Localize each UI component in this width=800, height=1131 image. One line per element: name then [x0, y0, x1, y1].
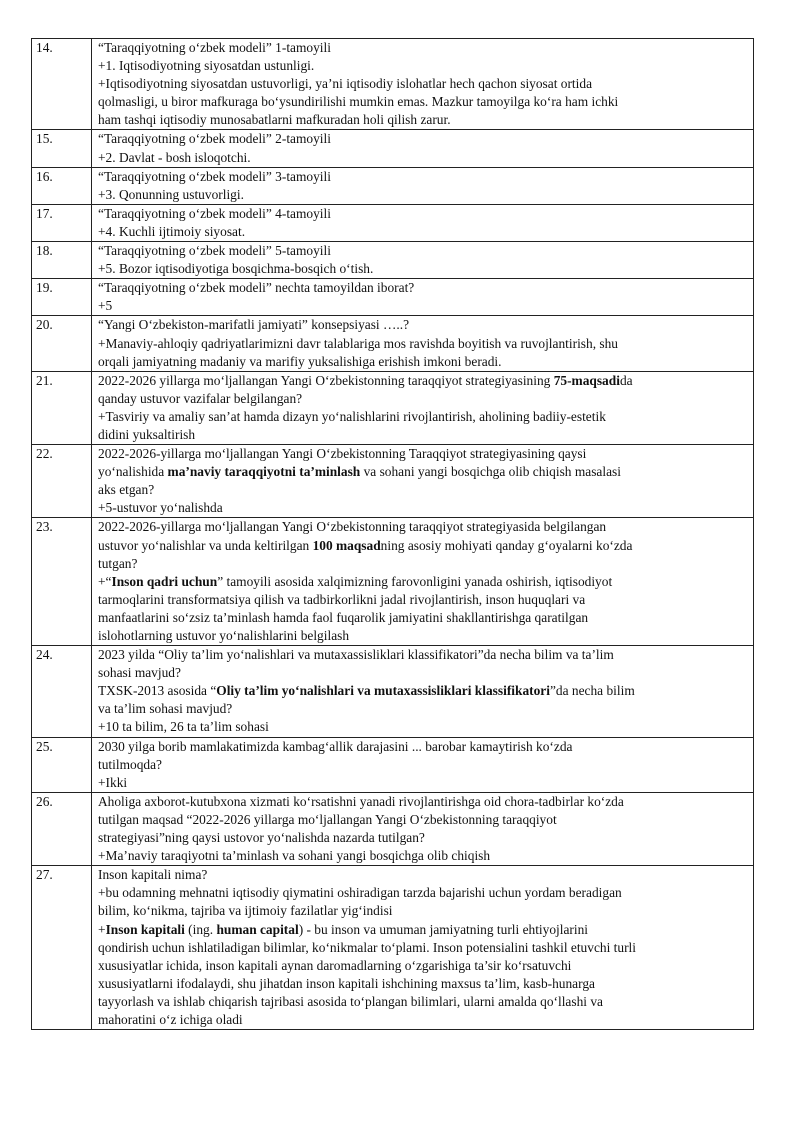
text-line: +2. Davlat - bosh isloqotchi. — [98, 149, 251, 165]
text-line: +Iqtisodiyotning siyosatdan ustuvorligi, ya’ni iqtisodiy islohatlar hech qachon siyosat ortida — [98, 76, 593, 92]
text-line: Inson kapitali nima? — [98, 867, 208, 883]
row-number: 16. — [32, 167, 92, 204]
bold-segment: 100 maqsad — [312, 537, 381, 553]
text-line: +5. Bozor iqtisodiyotiga bosqichma-bosqich o‘tish. — [98, 261, 374, 277]
text-segment: (ing. — [184, 921, 217, 937]
text-line: didini yuksaltirish — [98, 426, 196, 442]
text-segment: yo‘nalishida — [98, 464, 168, 480]
table-row — [32, 866, 754, 1030]
text-segment: ustuvor yo‘nalishlar va unda keltirilgan — [98, 537, 313, 553]
text-line: +1. Iqtisodiyotning siyosatdan ustunligi. — [98, 58, 315, 74]
text-line: manfaatlarini so‘zsiz ta’minlash hamda faol fuqarolik jamiyatini shakllantirishga qaratilgan — [98, 609, 589, 625]
text-segment: TXSK-2013 asosida “ — [98, 683, 217, 699]
row-text — [92, 518, 754, 646]
text-line: tayyorlash va ishlab chiqarish tajribasi asosida to‘plangan bilimlari, ularni amalda qo‘llashi va — [98, 993, 603, 1009]
text-line: mahoratini o‘z ichiga oladi — [98, 1011, 243, 1027]
text-line — [98, 573, 750, 591]
row-number: 17. — [32, 204, 92, 241]
table-row — [32, 792, 754, 865]
text-line: tutgan? — [98, 555, 138, 571]
bold-segment: Inson qadri uchun — [111, 573, 218, 589]
text-line: Aholiga axborot-kutubxona xizmati ko‘rsatishni yanadi rivojlantirishga oid chora-tadbirlar ko‘zda — [98, 793, 624, 809]
text-line: 2030 yilga borib mamlakatimizda kambag‘allik darajasini ... barobar kamaytirish ko‘zda — [98, 738, 573, 754]
bold-segment: ma’naviy taraqqiyotni ta’minlash — [167, 464, 361, 480]
table-row — [32, 371, 754, 444]
text-line: +Tasviriy va amaliy san’at hamda dizayn yo‘nalishlarini rivojlantirish, aholining badiiy-estetik — [98, 408, 606, 424]
table-row — [32, 445, 754, 518]
table-row — [32, 204, 754, 241]
text-line: +5-ustuvor yo‘nalishda — [98, 500, 223, 516]
text-line — [98, 682, 750, 700]
text-line: +Ma’naviy taraqiyotni ta’minlash va sohani yangi bosqichga olib chiqish — [98, 848, 491, 864]
text-line: qolmasligi, u biror mafkuraga bo‘ysundirilishi mumkin emas. Mazkur tamoyilga ko‘ra ham ichki — [98, 94, 619, 110]
row-text — [92, 371, 754, 444]
table-row — [32, 316, 754, 371]
row-text — [92, 242, 754, 279]
row-text — [92, 204, 754, 241]
text-line: tutilgan maqsad “2022-2026 yillarga mo‘ljallangan Yangi O‘zbekistonning taraqqiyot — [98, 811, 557, 827]
text-line — [98, 463, 750, 481]
row-text — [92, 445, 754, 518]
table-row — [32, 737, 754, 792]
row-number: 25. — [32, 737, 92, 792]
bold-segment: Inson kapitali — [105, 921, 185, 937]
text-line: qondirish uchun ishlatiladigan bilimlar, ko‘nikmalar to‘plami. Inson potensialini tashkil etuvchi turli — [98, 939, 636, 955]
table-row — [32, 130, 754, 167]
text-line: “Taraqqiyotning o‘zbek modeli” nechta tamoyildan iborat? — [98, 280, 415, 296]
text-line: tarmoqlarini transformatsiya qilish va tadbirkorlikni jadal rivojlantirish, inson huquqlari va — [98, 591, 586, 607]
text-segment: ning asosiy mohiyati qanday g‘oyalarni ko‘zda — [380, 537, 633, 553]
text-line: aks etgan? — [98, 482, 155, 498]
row-text — [92, 167, 754, 204]
row-number: 21. — [32, 371, 92, 444]
text-segment: ” tamoyili asosida xalqimizning farovonligini yanada oshirish, iqtisodiyot — [217, 573, 613, 589]
text-line: bilim, ko‘nikma, tajriba va ijtimoiy fazilatlar yig‘indisi — [98, 903, 393, 919]
text-segment: ) - bu inson va umuman jamiyatning turli ehtiyojlarini — [298, 921, 589, 937]
text-line: tutilmoqda? — [98, 756, 162, 772]
text-line — [98, 372, 750, 390]
table-row — [32, 279, 754, 316]
row-number: 15. — [32, 130, 92, 167]
text-line: ham tashqi iqtisodiy munosabatlarni mafkuradan holi qilish zarur. — [98, 112, 451, 128]
text-segment: +“ — [98, 573, 112, 589]
text-line: +5 — [98, 298, 113, 314]
row-text — [92, 646, 754, 737]
row-number: 18. — [32, 242, 92, 279]
row-number: 24. — [32, 646, 92, 737]
text-line: +Ikki — [98, 774, 128, 790]
document-page — [31, 38, 754, 1030]
questions-table — [31, 38, 754, 1030]
table-row — [32, 39, 754, 130]
text-line: sohasi mavjud? — [98, 665, 181, 681]
text-segment: + — [98, 921, 106, 937]
text-line — [98, 537, 750, 555]
text-line: orqali jamiyatning madaniy va marifiy yuksalishiga erishish imkoni beradi. — [98, 353, 502, 369]
table-row — [32, 646, 754, 737]
text-segment: 2022-2026 yillarga mo‘ljallangan Yangi O‘zbekistonning taraqqiyot strategiyasining — [98, 372, 554, 388]
text-segment: va sohani yangi bosqichga olib chiqish masalasi — [360, 464, 621, 480]
text-line: xususiyatlarni ifodalaydi, shu jihatdan inson kapitali ishchining maxsus ta’lim, kasb-hunarga — [98, 975, 595, 991]
text-line: +4. Kuchli ijtimoiy siyosat. — [98, 223, 246, 239]
text-line: 2022-2026-yillarga mo‘ljallangan Yangi O‘zbekistonning taraqqiyot strategiyasida belgilangan — [98, 519, 607, 535]
text-line: islohotlarning ustuvor yo‘nalishlarini belgilash — [98, 628, 350, 643]
row-number: 27. — [32, 866, 92, 1030]
row-number: 14. — [32, 39, 92, 130]
text-line: “Taraqqiyotning o‘zbek modeli” 5-tamoyili — [98, 243, 331, 259]
text-line: “Taraqqiyotning o‘zbek modeli” 4-tamoyili — [98, 205, 331, 221]
text-line: +Manaviy-ahloqiy qadriyatlarimizni davr talablariga mos ravishda boyitish va ruvojlantirish, shu — [98, 335, 618, 351]
row-number: 19. — [32, 279, 92, 316]
text-line: “Taraqqiyotning o‘zbek modeli” 1-tamoyili — [98, 40, 331, 55]
text-line: 2023 yilda “Oliy ta’lim yo‘nalishlari va mutaxassisliklari klassifikatori”da necha bilim va ta’lim — [98, 647, 614, 663]
table-row — [32, 167, 754, 204]
text-line: xususiyatlar ichida, inson kapitali aynan daromadlarning o‘zgarishiga ta’sir ko‘rsatuvchi — [98, 957, 572, 973]
row-text — [92, 792, 754, 865]
table-row — [32, 518, 754, 646]
text-line: va ta’lim sohasi mavjud? — [98, 701, 233, 717]
row-text — [92, 39, 754, 130]
row-text — [92, 866, 754, 1030]
text-line: “Taraqqiyotning o‘zbek modeli” 2-tamoyili — [98, 131, 331, 147]
text-line: 2022-2026-yillarga mo‘ljallangan Yangi O‘zbekistonning Taraqqiyot strategiyasining qaysi — [98, 446, 587, 462]
text-line: strategiyasi”ning qaysi ustovor yo‘nalishda nazarda tutilgan? — [98, 830, 425, 846]
row-text — [92, 316, 754, 371]
row-text — [92, 279, 754, 316]
table-row — [32, 242, 754, 279]
bold-segment: 75-maqsadi — [553, 372, 620, 388]
text-segment: ”da necha bilim — [549, 683, 635, 699]
bold-segment: human capital — [216, 921, 299, 937]
text-line: +3. Qonunning ustuvorligi. — [98, 186, 244, 202]
text-line: qanday ustuvor vazifalar belgilangan? — [98, 390, 303, 406]
row-number: 23. — [32, 518, 92, 646]
row-text — [92, 130, 754, 167]
row-number: 20. — [32, 316, 92, 371]
row-number: 22. — [32, 445, 92, 518]
text-line: “Yangi O‘zbekiston-marifatli jamiyati” konsepsiyasi …..? — [98, 317, 410, 333]
bold-segment: Oliy ta’lim yo‘nalishlari va mutaxassisliklari klassifikatori — [216, 683, 550, 699]
text-segment: da — [619, 372, 633, 388]
text-line: “Taraqqiyotning o‘zbek modeli” 3-tamoyili — [98, 168, 331, 184]
text-line: +10 ta bilim, 26 ta ta’lim sohasi — [98, 719, 269, 735]
row-number: 26. — [32, 792, 92, 865]
row-text — [92, 737, 754, 792]
text-line: +bu odamning mehnatni iqtisodiy qiymatini oshiradigan tarzda bajarishi uchun yordam beradigan — [98, 885, 622, 901]
text-line — [98, 921, 750, 939]
